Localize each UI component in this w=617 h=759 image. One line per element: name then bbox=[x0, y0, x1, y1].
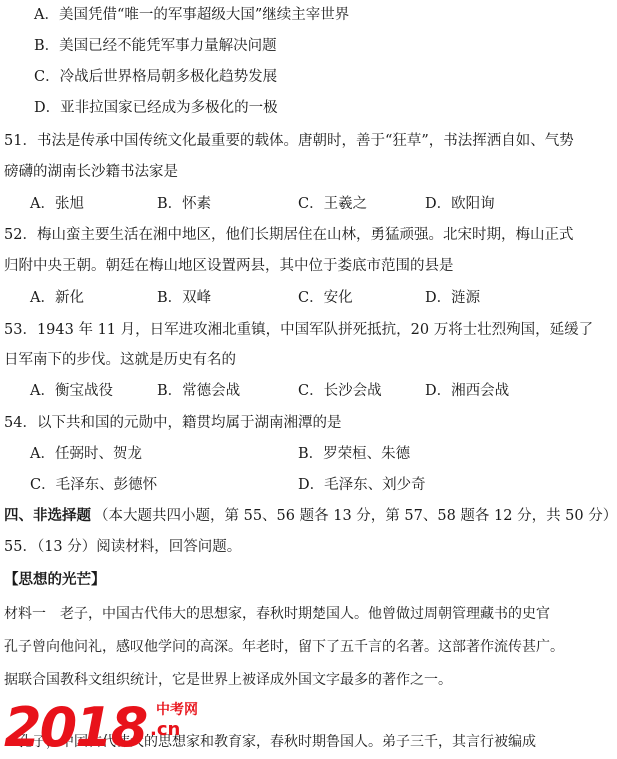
q50-option-c-text: C．冷战后世界格局朝多极化趋势发展 bbox=[34, 69, 278, 85]
q54-option-b: B．罗荣桓、朱德 bbox=[298, 446, 411, 462]
watermark-site-name: 中考网 bbox=[156, 702, 198, 718]
section4-note: （本大题共四小题，第 55、56 题各 13 分，第 57、58 题各 12 分，共 50 分） bbox=[94, 508, 617, 524]
q51-option-c: C．王羲之 bbox=[298, 196, 368, 212]
q54-option-d: D．毛泽东、刘少奇 bbox=[298, 477, 426, 493]
q52-option-b: B．双峰 bbox=[157, 290, 212, 306]
q51-option-b: B．怀素 bbox=[157, 196, 212, 212]
watermark-logo bbox=[0, 697, 240, 759]
q52-option-d: D．涟源 bbox=[425, 290, 481, 306]
q51-option-a: A．张旭 bbox=[30, 196, 84, 212]
q53-stem-line2-text: 日军南下的步伐。这就是历史有名的 bbox=[4, 352, 236, 368]
q54-option-a: A．任弼时、贺龙 bbox=[30, 446, 142, 462]
q55-stem-text: 55．（13 分）阅读材料，回答问题。 bbox=[4, 539, 242, 555]
q53-stem-line1-text: 53．1943 年 11 月，日军进攻湘北重镇，中国军队拼死抵抗，20 万将士壮烈殉国，延缓了 bbox=[4, 322, 594, 338]
q52-option-a: A．新化 bbox=[30, 290, 84, 306]
q55-material1-line1-text: 材料一 老子，中国古代伟大的思想家，春秋时期楚国人。他曾做过周朝管理藏书的史官 bbox=[4, 606, 550, 622]
q53-option-d: D．湘西会战 bbox=[425, 383, 510, 399]
section4-title: 四、非选择题 bbox=[4, 508, 91, 524]
q53-option-a: A．衡宝战役 bbox=[30, 383, 113, 399]
q50-option-d-text: D．亚非拉国家已经成为多极化的一极 bbox=[34, 100, 278, 116]
q53-option-b: B．常德会战 bbox=[157, 383, 241, 399]
q52-stem-line1-text: 52．梅山蛮主要生活在湘中地区，他们长期居住在山林，勇猛顽强。北宋时期，梅山正式 bbox=[4, 227, 574, 243]
q51-option-d: D．欧阳询 bbox=[425, 196, 495, 212]
q52-option-c: C．安化 bbox=[298, 290, 353, 306]
q50-option-b-text: B．美国已经不能凭军事力量解决问题 bbox=[34, 38, 277, 54]
q52-stem-line2-text: 归附中央王朝。朝廷在梅山地区设置两县，其中位于娄底市范围的县是 bbox=[4, 258, 454, 274]
q51-stem-line1-text: 51．书法是传承中国传统文化最重要的载体。唐朝时，善于“狂草”，书法挥洒自如、气势 bbox=[4, 133, 574, 149]
watermark-year: 2018 bbox=[4, 696, 147, 759]
q54-stem-text: 54．以下共和国的元勋中，籍贯均属于湖南湘潭的是 bbox=[4, 415, 342, 431]
q55-material1-line4-text: 孔子，中国古代伟大的思想家和教育家，春秋时期鲁国人。弟子三千，其言行被编成 bbox=[4, 734, 536, 750]
q55-material1-line3-text: 据联合国教科文组织统计，它是世界上被译成外国文字最多的著作之一。 bbox=[4, 672, 452, 688]
q53-option-c: C．长沙会战 bbox=[298, 383, 382, 399]
q55-heading-text: 【思想的光芒】 bbox=[4, 572, 106, 588]
q50-option-a-text: A．美国凭借“唯一的军事超级大国”继续主宰世界 bbox=[34, 7, 350, 23]
watermark-domain: .cn bbox=[150, 719, 181, 740]
q54-option-c: C．毛泽东、彭德怀 bbox=[30, 477, 158, 493]
q55-material1-line2-text: 孔子曾向他问礼，感叹他学问的高深。年老时，留下了五千言的名著。这部著作流传甚广。 bbox=[4, 639, 564, 655]
q51-stem-line2-text: 磅礴的湖南长沙籍书法家是 bbox=[4, 164, 178, 180]
